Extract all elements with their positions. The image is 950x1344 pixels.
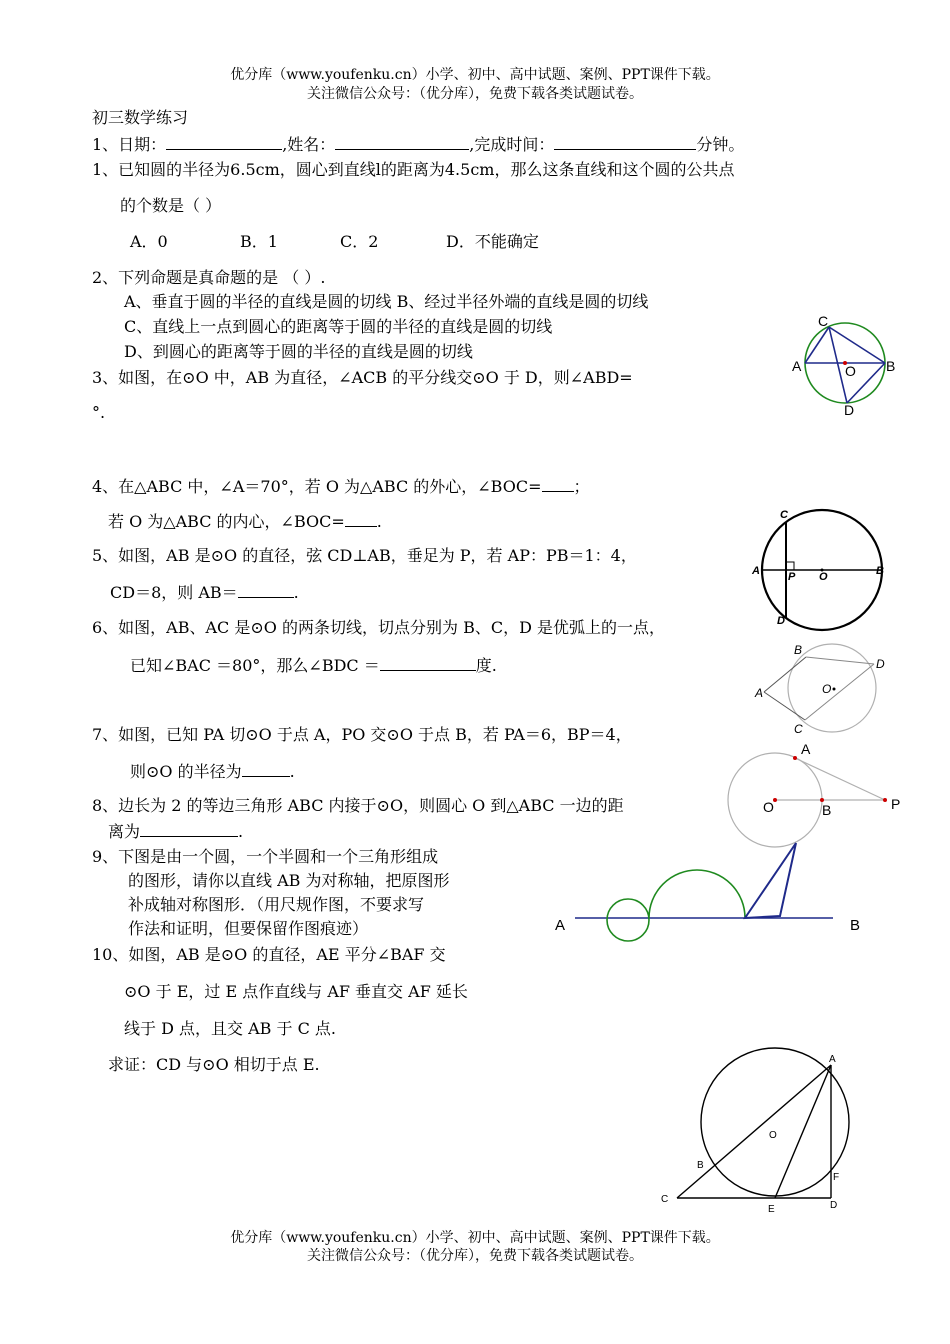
q10-label-c: C [661,1194,669,1205]
q10-circle [701,1048,849,1196]
q6-blank[interactable] [380,655,476,671]
q5-blank[interactable] [238,582,294,598]
q3-label-b: B [886,358,896,374]
q6-label-a: A [755,686,764,700]
time-label: ,完成时间： [469,135,555,154]
date-blank[interactable] [166,134,282,150]
q5-label-b: B [876,565,884,577]
q5-line-2 [110,582,299,603]
q1-option-b: B．1 [240,232,278,251]
q3-stem: 3、如图，在⊙O 中，AB 为直径，∠ACB 的平分线交⊙O 于 D，则∠ABD= [92,368,633,387]
q5-stem: 5、如图，AB 是⊙O 的直径，弦 CD⊥AB，垂足为 P，若 AP：PB＝1：4， [92,546,637,565]
q8-stem-2: 离为 [108,822,141,841]
q10-label-f: F [833,1172,840,1183]
q4-stem-2: 若 O 为△ABC 的内心，∠BOC= [108,512,345,531]
q6-label-o: O [822,682,832,696]
q8-end: . [238,822,244,841]
q3-label-a: A [792,358,802,374]
q7-end: . [289,762,295,781]
name-blank[interactable] [335,134,469,150]
q1-option-a: A．0 [130,232,168,251]
q1-stem-2: 的个数是（ ） [120,196,222,215]
q8-blank[interactable] [140,821,238,837]
q6-tangent-ab [764,657,806,692]
q4-blank-2[interactable] [345,511,377,527]
q5-end: . [293,583,299,602]
q6-end: 度. [475,656,497,675]
footer-line-2: 关注微信公众号：（优分库），免费下载各类试题试卷。 [307,1248,643,1264]
q7-blank[interactable] [242,761,290,777]
q8-line-2 [108,821,243,842]
q5-stem-2: CD＝8，则 AB＝ [110,583,238,602]
q4-line-2 [108,511,382,532]
q7-stem-2: 则⊙O 的半径为 [130,762,242,781]
q10-label-d: D [830,1200,838,1211]
q7-dot-a [793,756,797,760]
q6-label-b: B [794,643,803,657]
q3-label-o: O [845,363,856,379]
q1-stem: 1、已知圆的半径为6.5cm，圆心到直线l的距离为4.5cm，那么这条直线和这个圆的公共点 [92,160,735,179]
q10-line-1: 10、如图，AB 是⊙O 的直径，AE 平分∠BAF 交 [92,945,446,964]
info-line [92,134,744,155]
name-label: ,姓名： [282,135,336,154]
q10-label-o: O [769,1130,777,1141]
q9-label-a: A [555,917,566,934]
q5-figure [740,500,900,630]
q10-line-ca [677,1065,831,1198]
q3-label-c: C [818,313,829,329]
q3-chord-cb [829,327,885,363]
q10-label-b: B [697,1160,704,1171]
q5-label-c: C [780,509,788,521]
minutes-label: 分钟。 [696,135,745,154]
q6-stem: 6、如图，AB、AC 是⊙O 的两条切线，切点分别为 B、C，D 是优弧上的一点， [92,618,665,637]
q6-line-2 [130,655,497,676]
q4-stem: 4、在△ABC 中，∠A＝70°，若 O 为△ABC 的外心，∠BOC= [92,477,542,496]
q9-semicircle [649,870,745,918]
q9-circle [607,899,649,941]
q5-right-angle [786,562,794,570]
q7-label-a: A [801,741,811,757]
q7-line-2 [130,761,295,782]
header-line-2: 关注微信公众号：（优分库），免费下载各类试题试卷。 [307,86,643,102]
q6-chord-cd [805,664,874,720]
q2-stem: 2、下列命题是真命题的是 （ ）. [92,268,326,287]
q10-line-2: ⊙O 于 E，过 E 点作直线与 AF 垂直交 AF 延长 [124,982,468,1001]
q1-option-c: C．2 [340,232,379,251]
q5-label-p: P [788,571,796,583]
q9-line-3: 补成轴对称图形．（用尺规作图，不要求写 [128,895,425,914]
q6-circle [788,644,876,732]
q9-line-2: 的图形，请你以直线 AB 为对称轴，把原图形 [128,871,450,890]
q5-label-a: A [752,565,760,577]
q6-center-dot [833,688,836,691]
q2-options-ab: A、垂直于圆的半径的直线是圆的切线 B、经过半径外端的直线是圆的切线 [124,292,649,311]
q7-label-o: O [763,799,774,815]
q6-label-d: D [876,657,885,671]
q5-label-d: D [777,615,785,627]
q6-figure [750,640,900,740]
q10-line-3: 线于 D 点，且交 AB 于 C 点. [124,1019,336,1038]
q3-label-d: D [844,402,855,418]
q9-label-b: B [850,917,861,934]
q9-triangle [745,843,796,918]
q2-option-d: D、到圆心的距离等于圆的半径的直线是圆的切线 [124,342,473,361]
q9-figure [550,835,870,945]
q9-line-1: 9、下图是由一个圆，一个半圆和一个三角形组成 [92,847,439,866]
q5-label-o: O [819,571,828,583]
q6-stem-2: 已知∠BAC ＝80°，那么∠BDC ＝ [130,656,380,675]
q10-figure [655,1050,855,1220]
q7-figure [725,740,905,850]
q7-stem: 7、如图，已知 PA 切⊙O 于点 A，PO 交⊙O 于点 B，若 PA＝6，BP＝4， [92,725,632,744]
q9-line-4: 作法和证明，但要保留作图痕迹） [128,919,369,938]
q7-label-b: B [822,802,832,818]
q3-figure [785,310,915,420]
q10-label-a: A [829,1054,836,1065]
q4-blank-1[interactable] [542,476,574,492]
q6-label-c: C [794,722,803,736]
q4-end-2: . [376,512,382,531]
time-blank[interactable] [554,134,696,150]
q7-dot-p [883,798,887,802]
q4-end: ； [573,477,590,496]
q10-label-e: E [768,1204,775,1215]
q3-tail: °. [92,403,106,422]
header-line-1: 优分库（www.youfenku.cn）小学、初中、高中试题、案例、PPT课件下载。 [230,67,720,83]
q6-tangent-ac [764,692,805,720]
q7-tangent-pa [795,758,885,800]
q8-stem: 8、边长为 2 的等边三角形 ABC 内接于⊙O，则圆心 O 到△ABC 一边的距 [92,796,624,815]
q10-line-4: 求证：CD 与⊙O 相切于点 E. [108,1055,320,1074]
footer-line-1: 优分库（www.youfenku.cn）小学、初中、高中试题、案例、PPT课件下载。 [230,1230,720,1246]
q7-label-p: P [891,796,901,812]
q1-option-d: D．不能确定 [446,232,539,251]
q4-line-1 [92,476,590,497]
date-label: 1、日期： [92,135,167,154]
q2-option-c: C、直线上一点到圆心的距离等于圆的半径的直线是圆的切线 [124,317,553,336]
page-title: 初三数学练习 [92,108,189,127]
